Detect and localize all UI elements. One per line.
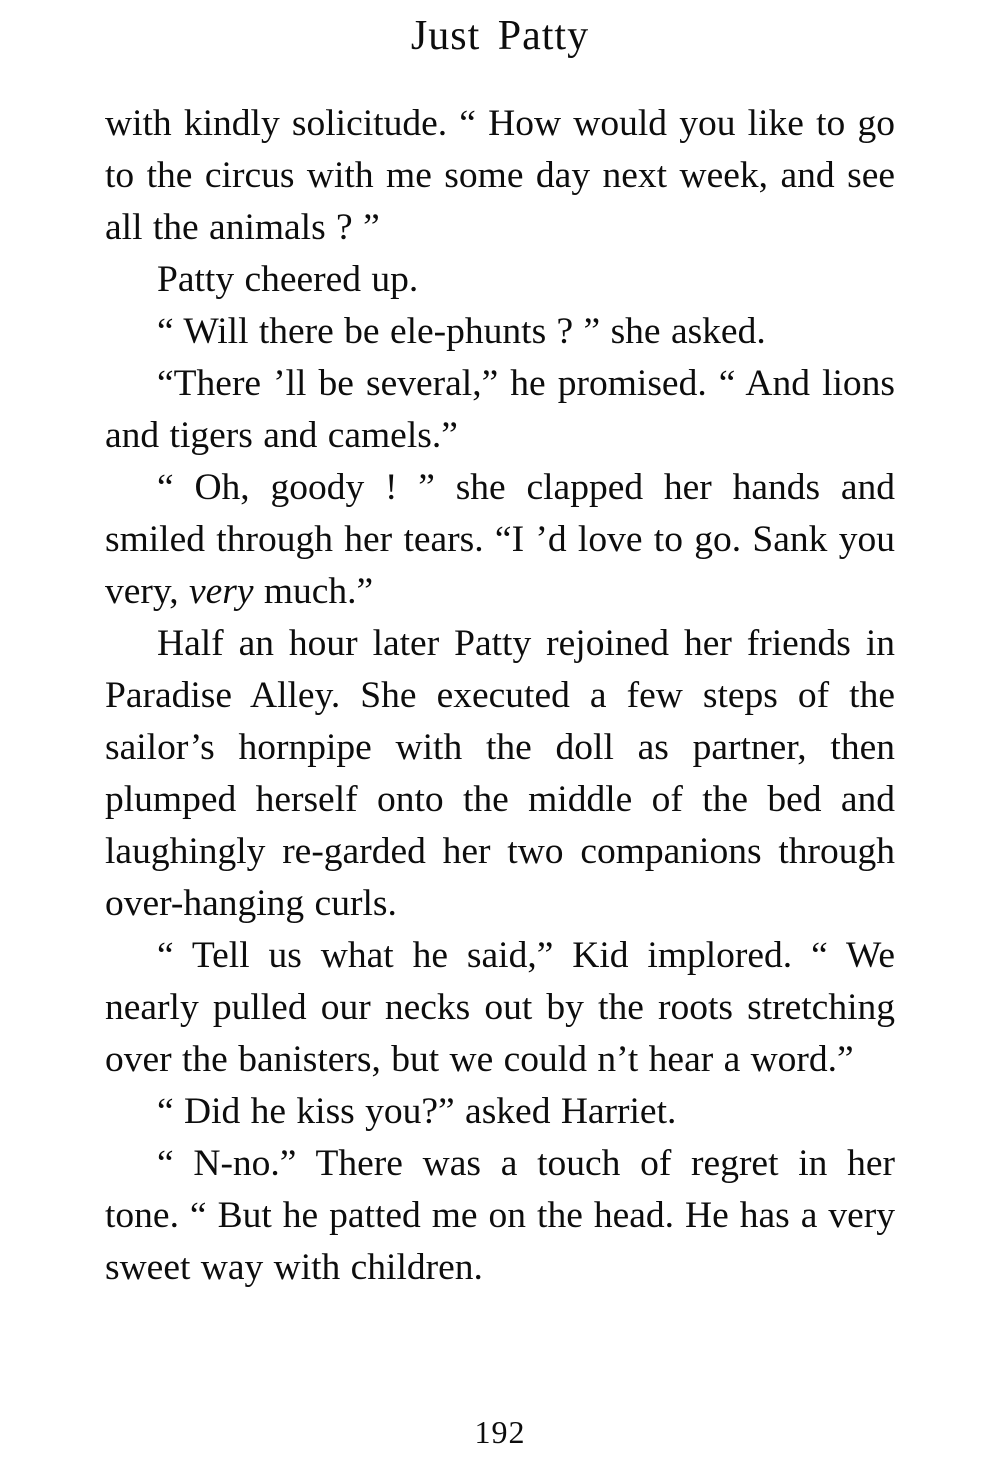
paragraph-part-italic: very: [188, 571, 254, 612]
paragraph: Patty cheered up.: [157, 259, 419, 300]
paragraph: with kindly solicitude. “ How would you like to go to the circus with me some day next week, and see all the animals ? ”: [105, 103, 895, 248]
page-number: 192: [474, 1414, 526, 1450]
paragraph: “ Tell us what he said,” Kid implored. “ We nearly pulled our necks out by the roots stretching over the banisters, but we could n’t hear a word.”: [105, 935, 895, 1080]
book-page: [0, 12, 1000, 1467]
paragraph: “ Will there be ele-phunts ? ” she asked.: [157, 311, 766, 352]
paragraph: Half an hour later Patty rejoined her friends in Paradise Alley. She executed a few steps of the sailor’s hornpipe with the doll as partner, then plumped herself onto the middle of the bed and laughingly re-garded her two companions through over-hanging curls.: [105, 623, 895, 924]
running-head: Just Patty: [410, 13, 590, 59]
paragraph-with-italic: [105, 462, 895, 618]
paragraph: “ N-no.” There was a touch of regret in her tone. “ But he patted me on the head. He has a very sweet way with children.: [105, 1143, 895, 1288]
paragraph-part: much.”: [253, 571, 374, 612]
paragraph: “There ’ll be several,” he promised. “ And lions and tigers and camels.”: [105, 363, 895, 456]
paragraph: “ Did he kiss you?” asked Harriet.: [157, 1091, 677, 1132]
body-text-column: [105, 98, 895, 1294]
paragraph-part: “ Oh, goody ! ” she clapped her hands and smiled through her tears. “I ’d love to go. Sank you very,: [105, 467, 895, 612]
